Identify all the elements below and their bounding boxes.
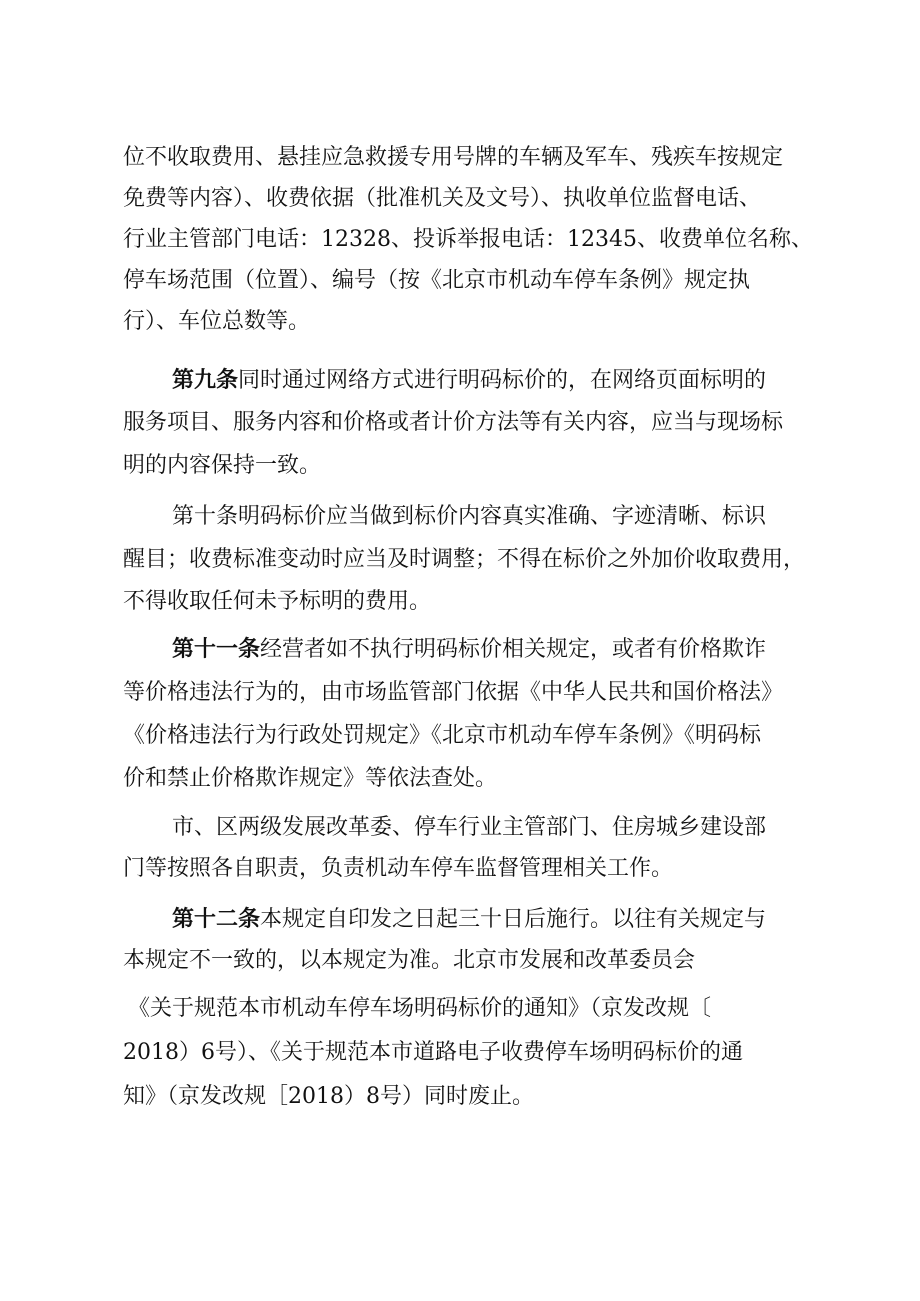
article-11-heading: 第十一条 <box>172 636 261 662</box>
text-line: 门等按照各自职责，负责机动车停车监督管理相关工作。 <box>123 856 674 881</box>
text-line: 等价格违法行为的，由市场监管部门依据《中华人民共和国价格法》 <box>123 680 784 705</box>
article-12-first-line <box>172 906 766 933</box>
article-9-heading: 第九条 <box>172 367 239 393</box>
text-line: 免费等内容）、收费依据（批准机关及文号）、执收单位监督电话、 <box>123 186 762 211</box>
text-line: 停车场范围（位置）、编号（按《北京市机动车停车条例》规定执 <box>123 268 751 293</box>
text-line: 本规定自印发之日起三十日后施行。以往有关规定与 <box>260 907 767 932</box>
article-10-first-line: 第十条明码标价应当做到标价内容真实准确、字迹清晰、标识 <box>172 504 767 529</box>
text-line: 2018）6号）、《关于规范本市道路电子收费停车场明码标价的通 <box>123 1040 743 1065</box>
text-line: 明的内容保持一致。 <box>123 453 322 478</box>
text-line: 服务项目、服务内容和价格或者计价方法等有关内容，应当与现场标 <box>123 410 784 435</box>
text-line: 不得收取任何未予标明的费用。 <box>123 589 432 614</box>
article-11-first-line <box>172 636 766 663</box>
text-line: 经营者如不执行明码标价相关规定，或者有价格欺诈 <box>260 637 767 662</box>
duty-first-line: 市、区两级发展改革委、停车行业主管部门、住房城乡建设部 <box>172 815 767 840</box>
text-line: 《关于规范本市机动车停车场明码标价的通知》（京发改规〔 <box>128 996 712 1021</box>
text-line: 同时通过网络方式进行明码标价的，在网络页面标明的 <box>238 368 767 393</box>
text-line: 位不收取费用、悬挂应急救援专用号牌的车辆及军车、残疾车按规定 <box>123 145 784 170</box>
article-12-heading: 第十二条 <box>172 906 261 932</box>
text-line: 行）、车位总数等。 <box>123 309 311 334</box>
text-line: 本规定不一致的，以本规定为准。北京市发展和改革委员会 <box>123 948 696 973</box>
text-line: 醒目；收费标准变动时应当及时调整；不得在标价之外加价收取费用， <box>123 547 806 572</box>
text-line: 行业主管部门电话：12328、投诉举报电话：12345、收费单位名称、 <box>123 227 813 252</box>
text-line: 价和禁止价格欺诈规定》等依法查处。 <box>123 766 498 791</box>
text-line: 《价格违法行为行政处罚规定》《北京市机动车停车条例》《明码标 <box>123 723 762 748</box>
text-line: 知》（京发改规［2018）8号）同时废止。 <box>123 1084 534 1109</box>
article-9-first-line <box>172 367 766 394</box>
